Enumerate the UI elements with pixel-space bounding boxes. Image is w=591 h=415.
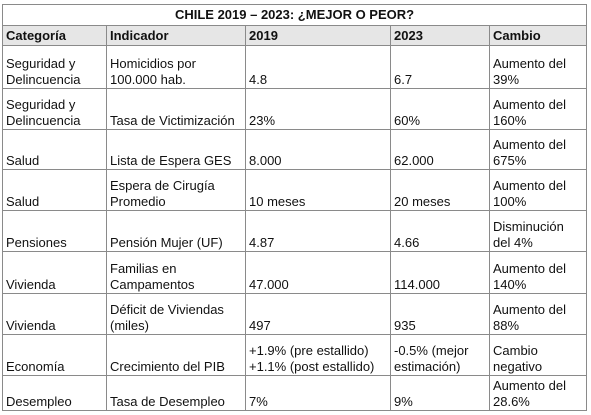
cell-cambio: Aumento del 100% [490,170,587,211]
column-header-2023: 2023 [391,26,490,46]
cell-2019: 23% [246,89,391,130]
cell-categoria: Salud [3,130,107,170]
cell-2023: 6.7 [391,46,490,89]
table-row [3,130,587,170]
title-row [3,5,587,26]
cell-cambio: Aumento del 160% [490,89,587,130]
cell-2019: 47.000 [246,252,391,294]
cell-2019: 4.8 [246,46,391,89]
table-row [3,376,587,411]
cell-cambio: Aumento del 39% [490,46,587,89]
cell-indicador: Espera de Cirugía Promedio [107,170,246,211]
cell-2019: 8.000 [246,130,391,170]
cell-indicador: Pensión Mujer (UF) [107,211,246,252]
cell-2019: 10 meses [246,170,391,211]
cell-cambio: Disminución del 4% [490,211,587,252]
cell-categoria: Economía [3,335,107,376]
table-row [3,46,587,89]
column-header-categoria: Categoría [3,26,107,46]
cell-categoria: Desempleo [3,376,107,411]
cell-indicador: Homicidios por 100.000 hab. [107,46,246,89]
cell-indicador: Familias en Campamentos [107,252,246,294]
cell-2023: 4.66 [391,211,490,252]
cell-2019: 497 [246,294,391,335]
cell-categoria: Seguridad y Delincuencia [3,89,107,130]
cell-indicador: Déficit de Viviendas (miles) [107,294,246,335]
cell-2019: 7% [246,376,391,411]
cell-cambio: Cambio negativo [490,335,587,376]
cell-indicador: Lista de Espera GES [107,130,246,170]
cell-2019: +1.9% (pre estallido) +1.1% (post estallido) [246,335,391,376]
table-row [3,170,587,211]
table-row [3,294,587,335]
table-row [3,252,587,294]
cell-categoria: Seguridad y Delincuencia [3,46,107,89]
cell-categoria: Vivienda [3,252,107,294]
table-row [3,211,587,252]
cell-indicador: Crecimiento del PIB [107,335,246,376]
cell-categoria: Vivienda [3,294,107,335]
cell-2023: 9% [391,376,490,411]
cell-2019: 4.87 [246,211,391,252]
cell-2023: 20 meses [391,170,490,211]
table-title: CHILE 2019 – 2023: ¿MEJOR O PEOR? [3,5,587,26]
cell-cambio: Aumento del 28.6% [490,376,587,411]
table-row [3,89,587,130]
column-header-cambio: Cambio [490,26,587,46]
cell-cambio: Aumento del 88% [490,294,587,335]
column-header-indicador: Indicador [107,26,246,46]
cell-2023: 62.000 [391,130,490,170]
table-row [3,335,587,376]
cell-2023: 114.000 [391,252,490,294]
cell-indicador: Tasa de Desempleo [107,376,246,411]
cell-2023: 60% [391,89,490,130]
header-row [3,26,587,46]
cell-2023: -0.5% (mejor estimación) [391,335,490,376]
cell-categoria: Salud [3,170,107,211]
column-header-2019: 2019 [246,26,391,46]
comparison-sheet [0,4,591,415]
cell-cambio: Aumento del 140% [490,252,587,294]
cell-2023: 935 [391,294,490,335]
cell-cambio: Aumento del 675% [490,130,587,170]
comparison-table [2,4,587,411]
cell-categoria: Pensiones [3,211,107,252]
cell-indicador: Tasa de Victimización [107,89,246,130]
